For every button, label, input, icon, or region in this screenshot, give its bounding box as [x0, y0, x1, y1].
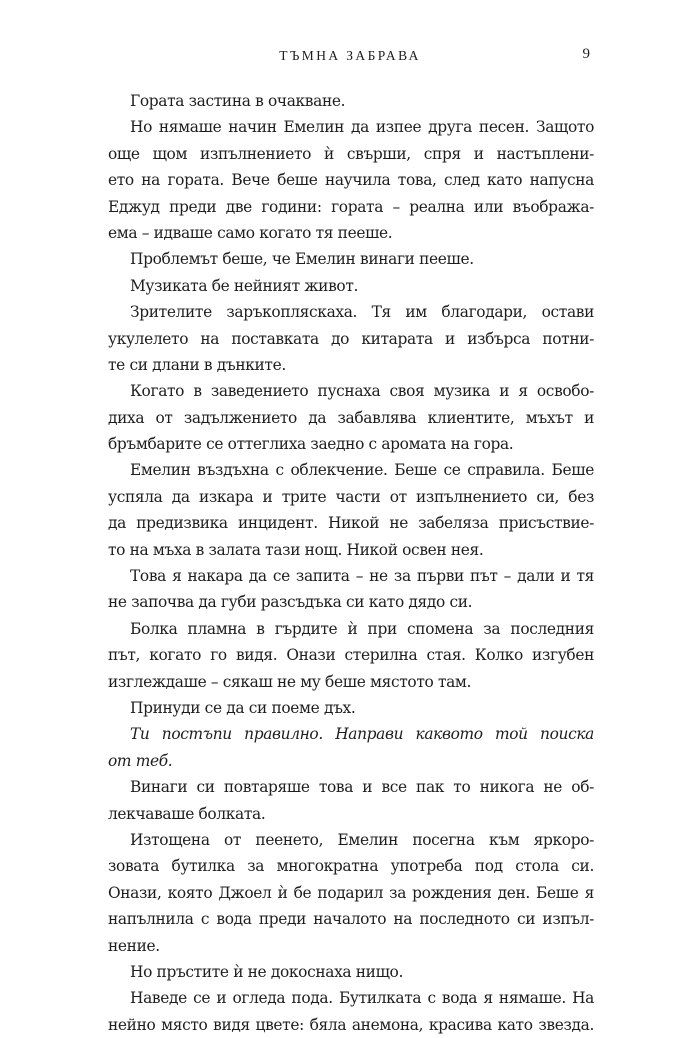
text-line: Еджуд преди две години: гората – реална или въобража-	[108, 197, 594, 216]
text-line: Емелин въздъхна с облекчение. Беше се справила. Беше	[130, 461, 594, 480]
text-line: ето на гората. Вече беше научила това, след като напусна	[108, 171, 594, 190]
text-line: ема – идваше само когато тя пееше.	[108, 223, 393, 242]
text-line: път, когато го видя. Онази стерилна стая. Колко изгубен	[108, 646, 594, 665]
text-line: още щом изпълнението ѝ свърши, спря и настъплени-	[108, 144, 594, 163]
text-line: да предизвика инцидент. Никой не забеляза присъствие-	[108, 514, 594, 533]
text-line: Изтощена от пеенето, Емелин посегна към яркоро-	[130, 830, 594, 849]
text-line: Гората застина в очакване.	[130, 92, 346, 110]
text-line: напълнила с вода преди началото на последното си изпъл-	[108, 910, 594, 929]
text-line: Музиката бе нейният живот.	[130, 276, 359, 295]
text-line: Винаги си повтаряше това и все пак то никога не об-	[130, 778, 594, 797]
text-line: нение.	[108, 936, 160, 955]
book-title: ТЪМНА ЗАБРАВА	[279, 48, 421, 63]
text-line: Проблемът беше, че Емелин винаги пееше.	[130, 250, 474, 269]
text-line: укулелето на поставката до китарата и избърса потни-	[108, 329, 594, 348]
text-line: Но пръстите ѝ не докоснаха нищо.	[130, 962, 404, 981]
text-line: Ти постъпи правилно. Направи каквото той поиска	[130, 725, 594, 744]
text-line: Принуди се да си поеме дъх.	[130, 698, 356, 717]
text-line: те си длани в дънките.	[108, 355, 286, 374]
text-line: бръмбарите се оттеглиха заедно с аромата на гора.	[108, 435, 514, 454]
text-line: изглеждаше – сякаш не му беше мястото там.	[108, 672, 472, 691]
text-line: лекчаваше болката.	[108, 804, 266, 823]
text-line: диха от задължението да забавлява клиентите, мъхът и	[108, 408, 594, 427]
text-line: нейно място видя цвете: бяла анемона, красива като звезда.	[108, 1015, 594, 1034]
running-head	[0, 44, 700, 68]
text-line: Болка пламна в гърдите ѝ при спомена за последния	[130, 619, 594, 638]
text-line: успяла да изкара и трите части от изпълнението си, без	[108, 487, 594, 506]
text-line: Това я накара да се запита – не за първи път – дали и тя	[130, 567, 594, 586]
text-line: зовата бутилка за многократна употреба под стола си.	[108, 857, 594, 876]
text-line: не започва да губи разсъдъка си като дядо си.	[108, 593, 473, 612]
page-number: 9	[582, 46, 590, 62]
text-line: от теб.	[108, 751, 173, 770]
text-line: Но нямаше начин Емелин да изпее друга песен. Защото	[130, 118, 594, 137]
body-text	[108, 88, 594, 1038]
text-line: Наведе се и огледа пода. Бутилката с вода я нямаше. На	[130, 989, 594, 1008]
text-line: то на мъха в залата тази нощ. Никой освен нея.	[108, 540, 484, 559]
text-line: Онази, която Джоел ѝ бе подарил за рождения ден. Беше я	[108, 883, 594, 902]
text-line: Когато в заведението пуснаха своя музика и я освобо-	[130, 382, 594, 401]
text-line: Зрителите заръкопляскаха. Тя им благодари, остави	[130, 303, 594, 322]
